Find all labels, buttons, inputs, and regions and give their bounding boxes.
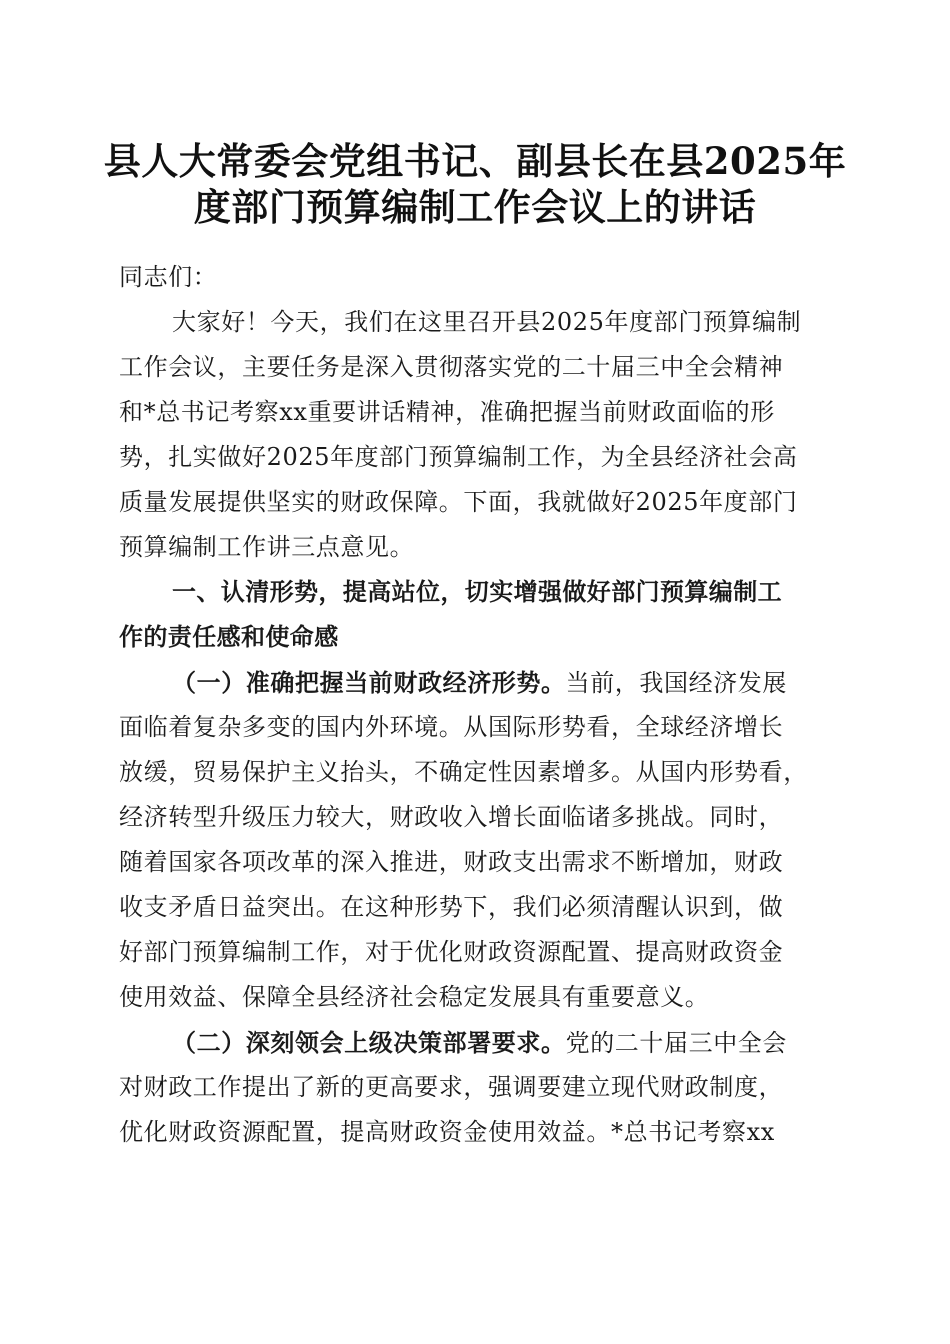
intro-line: 和*总书记考察xx重要讲话精神，准确把握当前财政面临的形 — [119, 398, 775, 426]
paragraph-line: 经济转型升级压力较大，财政收入增长面临诸多挑战。同时， — [119, 803, 784, 831]
section-heading-line: 作的责任感和使命感 — [119, 623, 339, 651]
section-heading-line: 一、认清形势，提高站位，切实增强做好部门预算编制工 — [172, 578, 782, 606]
intro-line: 质量发展提供坚实的财政保障。下面，我就做好2025年度部门 — [119, 488, 798, 516]
paragraph-1-first-line — [119, 660, 831, 705]
salutation: 同志们： — [119, 263, 218, 291]
paragraph-line: 收支矛盾日益突出。在这种形势下，我们必须清醒认识到，做 — [119, 893, 784, 921]
subsection-heading: （二）深刻领会上级决策部署要求。 — [172, 1028, 566, 1057]
paragraph-line: 使用效益、保障全县经济社会稳定发展具有重要意义。 — [119, 983, 710, 1011]
paragraph-line: 对财政工作提出了新的更高要求，强调要建立现代财政制度， — [119, 1073, 784, 1101]
intro-line: 工作会议，主要任务是深入贯彻落实党的二十届三中全会精神 — [119, 353, 784, 381]
document-body — [119, 255, 831, 1155]
subsection-heading: （一）准确把握当前财政经济形势。 — [172, 668, 566, 697]
paragraph-text: 当前，我国经济发展 — [565, 669, 788, 697]
paragraph-line: 优化财政资源配置，提高财政资金使用效益。*总书记考察xx — [119, 1118, 775, 1146]
title-line-1: 县人大常委会党组书记、副县长在县2025年 — [103, 139, 847, 183]
paragraph-line: 好部门预算编制工作，对于优化财政资源配置、提高财政资金 — [119, 938, 784, 966]
intro-line: 预算编制工作讲三点意见。 — [119, 533, 415, 561]
paragraph-line: 随着国家各项改革的深入推进，财政支出需求不断增加，财政 — [119, 848, 784, 876]
paragraph-text: 党的二十届三中全会 — [565, 1029, 788, 1057]
paragraph-2-first-line — [119, 1020, 831, 1065]
intro-line: 势，扎实做好2025年度部门预算编制工作，为全县经济社会高 — [119, 443, 798, 471]
intro-line: 大家好！今天，我们在这里召开县2025年度部门预算编制 — [172, 308, 802, 336]
paragraph-line: 放缓，贸易保护主义抬头，不确定性因素增多。从国内形势看， — [119, 758, 808, 786]
document-title — [100, 138, 850, 230]
paragraph-line: 面临着复杂多变的国内外环境。从国际形势看，全球经济增长 — [119, 713, 784, 741]
title-line-2: 度部门预算编制工作会议上的讲话 — [193, 185, 757, 229]
